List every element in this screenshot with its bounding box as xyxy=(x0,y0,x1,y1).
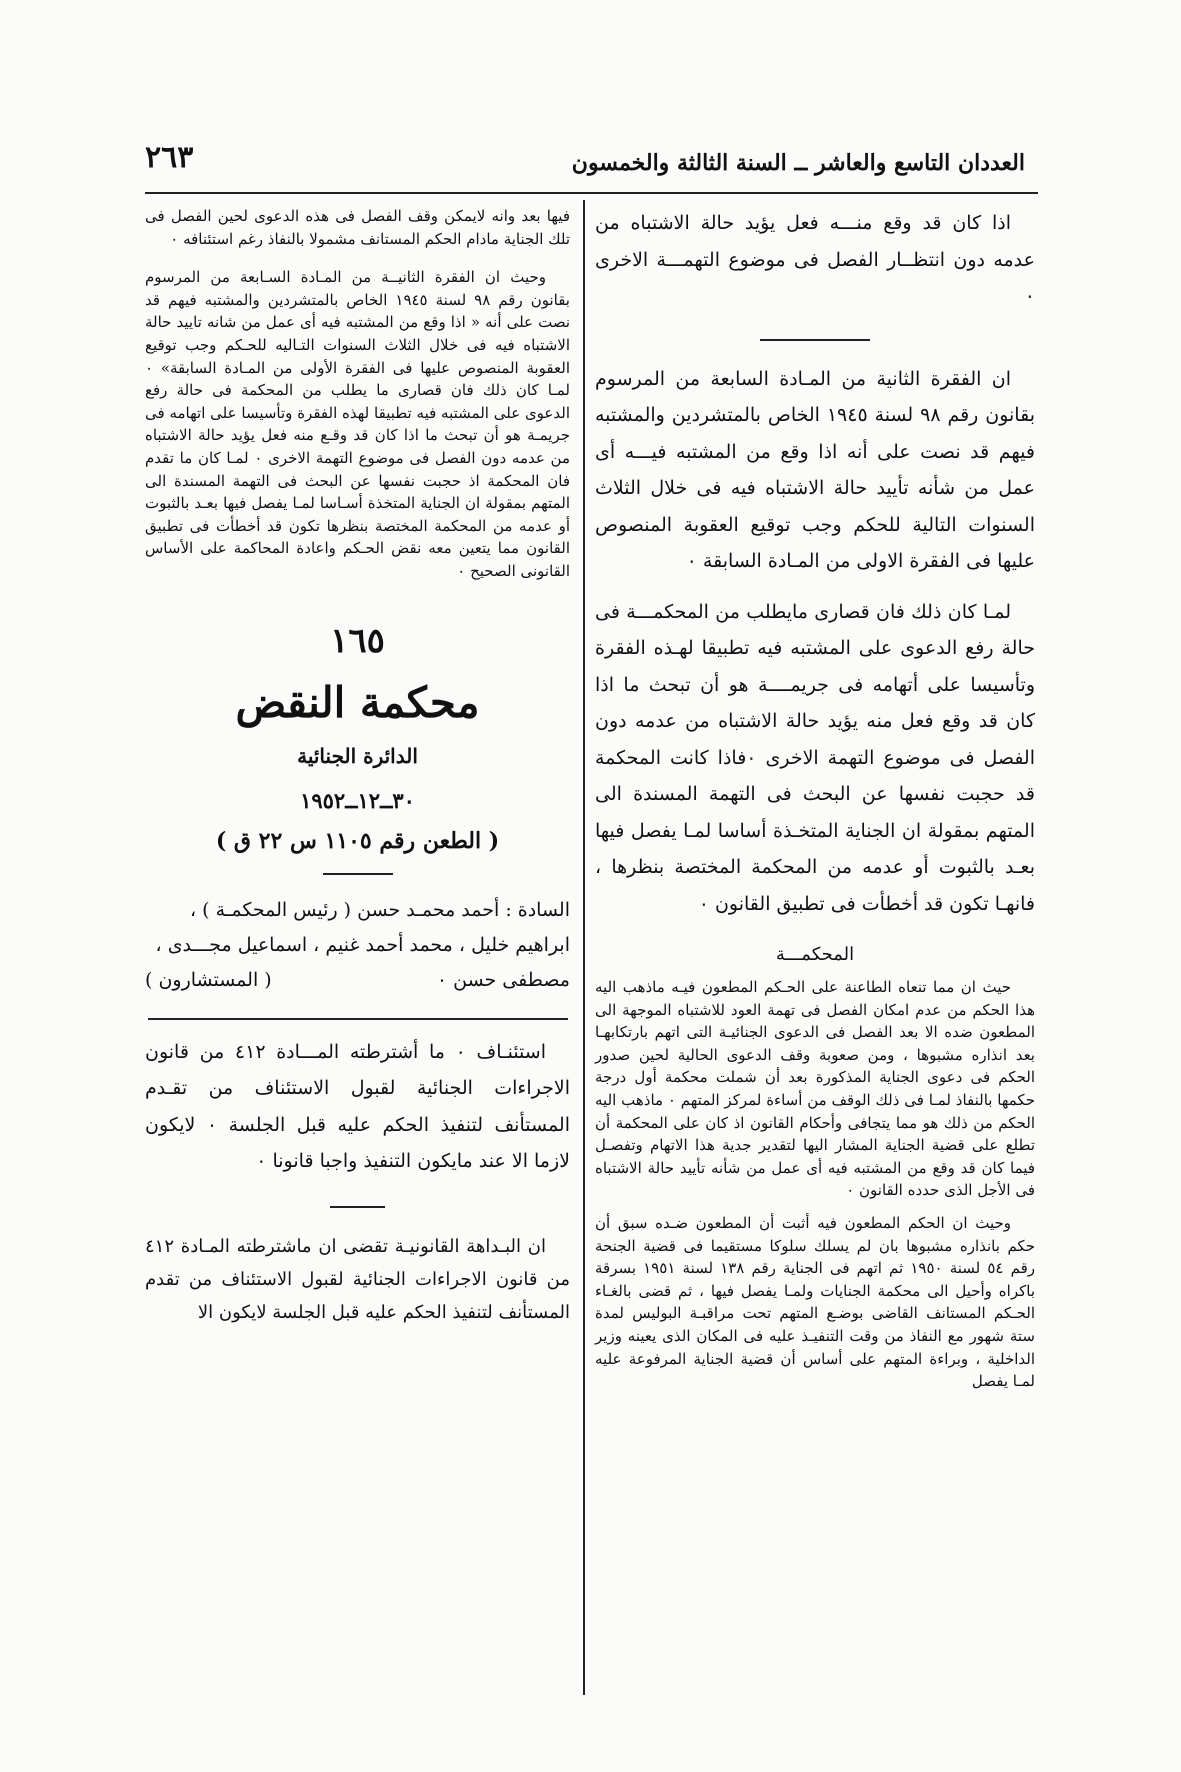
separator-rule xyxy=(323,873,393,875)
principle-paragraph-3: ان البـداهة القانونيـة تقضى ان ماشترطته المـادة ٤١٢ من قانون الاجراءات الجنائية لقبول الاستئناف من تقدم المستأنف لتنفيذ الحكم عليه قبل الجلسة لايكون الا xyxy=(145,1235,570,1323)
judgment-continuation: فيها بعد وانه لايمكن وقف الفصل فى هذه الدعوى لحين الفصل فى تلك الجناية مادام الحكم المستانف مشمولا بالنفاذ رغم استئنافه ٠ xyxy=(145,207,570,248)
summary-headnote: استئنـاف ٠ ما أشترطته المـــادة ٤١٢ من قانون الاجراءات الجنائية لقبول الاستئناف من تقـدم المستأنف لتنفيذ الحكم عليه قبل الجلسة ٠ لايكون لازما الا عند مايكون التنفيذ واجبا قانونا ٠ xyxy=(145,1040,570,1172)
left-column xyxy=(145,205,570,1329)
judge-name: مصطفى حسن ٠ xyxy=(436,968,570,991)
principle-paragraph-1: ان الفقرة الثانية من المـادة السابعة من المرسوم بقانون رقم ٩٨ لسنة ١٩٤٥ الخاص بالمتشردين والمشتبه فيهم قد نصت على أنه اذا وقع من المشتبه فيـــه أى عمل من شأنه تأييد حالة الاشتباه فيه فى خلال الثلاث السنوات التالية للحكم وجب توقيع العقوبة المنصوص عليها فى الفقرة الاولى من المـادة السابقة ٠ xyxy=(595,367,1035,572)
judges-line-3 xyxy=(145,963,570,998)
running-head: العددان التاسع والعاشر ــ السنة الثالثة والخمسون xyxy=(571,150,1025,176)
appeal-reference: ( الطعن رقم ١١٠٥ س ٢٢ ق ) xyxy=(215,827,500,854)
column-divider xyxy=(583,200,585,1695)
judgment-paragraph-1: حيث ان مما تنعاه الطاعنة على الحـكم المطعون فيـه ماذهب اليه هذا الحكم من عدم امكان الفصل فى تهمة العود للاشتباه الموجهة الى المطعون ضده الا بعد الفصل فى الدعوى الجنائيـة التى اتهم بارتكابهـا بعد انذاره مشبوها ، ومن صعوبة وقف الدعوى الحالية لحين صدور الحكم فى دعوى الجناية المذكورة بعد أن شملت محكمة أول درجة حكمها بالنفاذ لمـا فى ذلك الوقف من أساءة لمركز المتهم ٠ ماذهب اليه الحكم من ذلك هو مما يتجافى وأحكام القانون اذ كان على المحكمة أن تطلع على قضية الجناية المشار اليها لتقدير جدية هذا الاتهام وتفصـل فيما كان قد وقع من المشتبه فيه أى عمل من شأنه تأييد حالة الاشتباه فى الأجل الذى حدده القانون ٠ xyxy=(595,978,1035,1200)
page-number: ٢٦٣ xyxy=(145,140,194,175)
court-section-heading: المحكمـــة xyxy=(775,944,855,965)
page-header xyxy=(145,140,1035,190)
judges-role: ( المستشارون ) xyxy=(145,968,272,991)
court-circuit: الدائرة الجنائية xyxy=(297,743,418,768)
right-column xyxy=(595,205,1035,1393)
separator-rule xyxy=(760,339,870,341)
judges-block xyxy=(145,893,570,998)
judgment-paragraph-3: وحيث ان الفقرة الثانيــة من المـادة السـابعة من المرسوم بقانون رقم ٩٨ لسنة ١٩٤٥ الخاص بالمتشردين والمشتبه فيهم قد نصت على أنه « اذا وقع من المشتبه فيه أى عمل من شانه تاييد حالة الاشتباه فيه فى خلال الثلاث السنوات التـاليه للحـكم وجب توقيع العقوبة المنصوص عليها فى الفقرة الأولى من المـادة السابقة» ٠ لمـا كان ذلك فان قصارى ما يطلب من المحكمة فى حالة رفع الدعوى على المشتبه فيه تطبيقا لهذه الفقرة وتأسيسا على اتهامه فى جريمـة هو أن تبحث ما اذا كان قد وقـع منه فعل يؤيد حالة الاشتباه من عدمه دون الفصل فى موضوع التهمة الاخرى ٠ لمـا كان ما تقدم فان المحكمة اذ حجبت نفسها عن البحث فى التهمة المسندة الى المتهم بمقولة ان الجناية المتخذة أسـاسا لمـا يفصل فيها بعـد بالثبوت أو عدمه من المحكمة المختصة بنظرها تكون قد أخطأت فى تطبيق القانون مما يتعين معه نقض الحـكم واعادة المحاكمة على الأساس القانونى الصحيح ٠ xyxy=(145,268,570,580)
principle-paragraph-2: لمـا كان ذلك فان قصارى مايطلب من المحكمـــة فى حالة رفع الدعوى على المشتبه فيه تطبيقا لهـذه الفقرة وتأسيسا على أتهامه فى جريمــــة هو أن تبحث ما اذا كان قد وقع فعل منه يؤيد حالة الاشتباه من عدمه دون الفصل فى موضوع التهمة الاخرى ٠فاذا كانت المحكمة قد حجبت نفسها عن البحث فى التهمة المسندة الى المتهم بمقولة ان الجناية المتخـذة أساسا لمـا يفصل فيها بعـد بالثبوت أو عدمه من المحكمة المختصة بنظرها ، فانهـا تكون قد أخطأت فى تطبيق القانون ٠ xyxy=(595,600,1035,915)
principle-continuation: اذا كان قد وقع منـــه فعل يؤيد حالة الاشتباه من عدمه دون انتظــار الفصل فى موضوع التهمـــة الاخرى ٠ xyxy=(595,212,1035,307)
judgment-paragraph-2: وحيث ان الحكم المطعون فيه أثبت أن المطعون ضـده سبق أن حكم بانذاره مشبوها بان لم يسلك سلوكا مستقيما فى قضية الجنحة رقم ٥٤ لسنة ١٩٥٠ ثم اتهم فى الجناية رقم ١٣٨ لسنة ١٩٥١ بسرقة باكراه وأحيل الى محكمة الجنايات ولمـا يفصل فيها ، ثم قضى بالغـاء الحـكم المستانف القاضى بوضـع المتهم تحت مراقبـة البوليس لمدة ستة شهور مع النفاذ من وقت التنفيـذ عليه فى المكان الذى يعينه وزير الداخلية ، وبراءة المتهم على أساس أن قضية الجناية المرفوعة عليه لمـا يفصل xyxy=(595,1213,1035,1391)
judges-line-2: ابراهيم خليل ، محمد أحمد غنيم ، اسماعيل مجـــدى ، xyxy=(155,933,570,956)
header-rule xyxy=(145,192,1038,194)
separator-rule xyxy=(330,1206,385,1208)
judges-line-1: السادة : أحمد محمـد حسن ( رئيس المحكمـة ) ، xyxy=(189,898,570,921)
case-number: ١٦٥ xyxy=(330,620,385,661)
court-name: محكمة النقض xyxy=(235,677,480,727)
separator-rule xyxy=(148,1018,568,1020)
judgment-date: ٣٠ــ١٢ــ١٩٥٢ xyxy=(300,787,415,813)
